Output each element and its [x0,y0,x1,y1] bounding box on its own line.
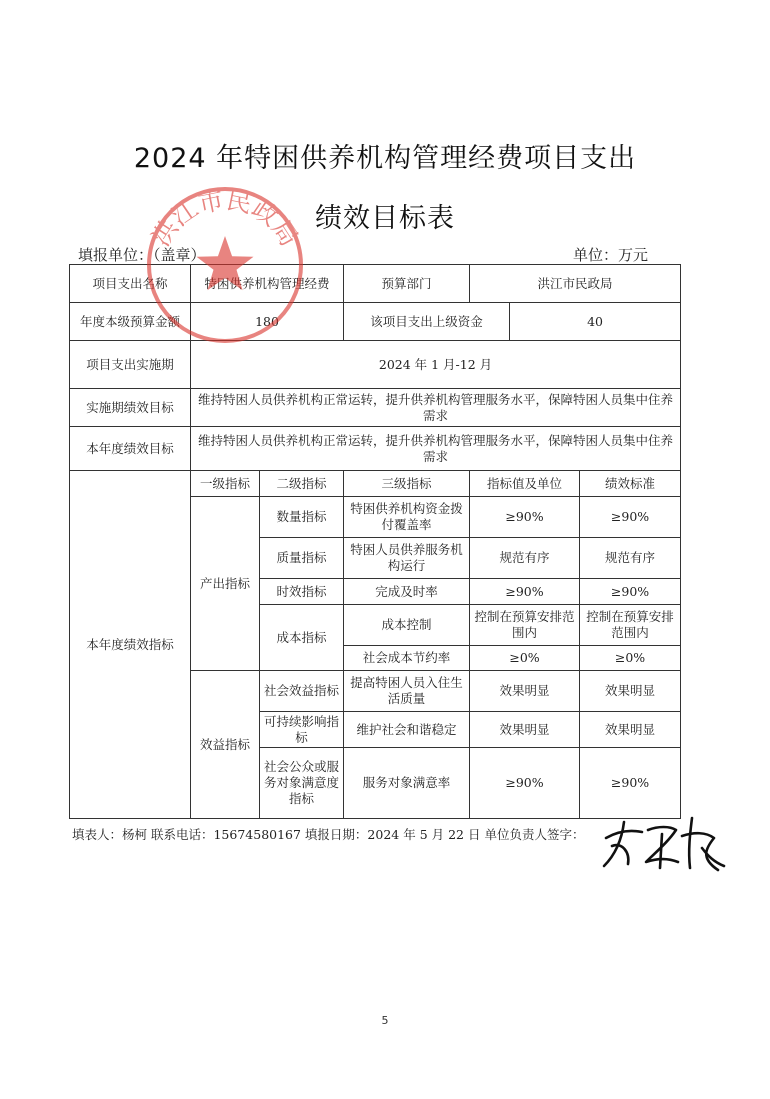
annual-goal-label: 本年度绩效目标 [70,427,191,471]
column-header: 二级指标 [260,471,344,497]
impl-goal-value: 维持特困人员供养机构正常运转，提升供养机构管理服务水平，保障特困人员集中住养需求 [191,389,681,427]
l2-indicator: 成本指标 [260,605,344,671]
project-name-value: 特困供养机构管理经费 [191,265,344,303]
currency-unit-label: 单位：万元 [573,246,649,264]
l3-indicator: 维护社会和谐稳定 [344,712,470,748]
l3-indicator: 完成及时率 [344,579,470,605]
impl-goal-label: 实施期绩效目标 [70,389,191,427]
output-indicator-label: 产出指标 [191,497,260,671]
l2-indicator: 社会公众或服务对象满意度指标 [260,748,344,819]
benefit-indicator-label: 效益指标 [191,671,260,819]
column-header: 三级指标 [344,471,470,497]
document-title-line1: 2024 年特困供养机构管理经费项目支出 [133,143,637,174]
performance-standard: ≥90% [580,579,681,605]
indicator-value: 规范有序 [470,538,580,579]
l3-indicator: 服务对象满意率 [344,748,470,819]
seal-text: 洪江市民政局 [146,185,304,252]
l3-indicator: 社会成本节约率 [344,646,470,671]
indicator-value: 效果明显 [470,671,580,712]
period-value: 2024 年 1 月-12 月 [191,341,681,389]
performance-standard: ≥0% [580,646,681,671]
column-header: 绩效标准 [580,471,681,497]
performance-standard: 控制在预算安排范围内 [580,605,681,646]
annual-goal-value: 维持特困人员供养机构正常运转，提升供养机构管理服务水平，保障特困人员集中住养需求 [191,427,681,471]
reporting-unit-label: 填报单位：（盖章） [78,246,206,264]
annual-budget-value: 180 [191,303,344,341]
performance-standard: 效果明显 [580,671,681,712]
document-title-line2: 绩效目标表 [315,203,455,234]
column-header: 指标值及单位 [470,471,580,497]
l2-indicator: 可持续影响指标 [260,712,344,748]
performance-standard: 效果明显 [580,712,681,748]
indicator-value: 效果明显 [470,712,580,748]
indicator-value: ≥90% [470,579,580,605]
budget-dept-label: 预算部门 [344,265,470,303]
indicator-value: 控制在预算安排范围内 [470,605,580,646]
indicator-value: ≥0% [470,646,580,671]
form-footer: 填表人：杨柯 联系电话：15674580167 填报日期：2024 年 5 月 22 日 单位负责人签字： [72,827,585,842]
l2-indicator: 时效指标 [260,579,344,605]
l2-indicator: 社会效益指标 [260,671,344,712]
performance-standard: ≥90% [580,497,681,538]
l3-indicator: 成本控制 [344,605,470,646]
superior-fund-value: 40 [510,303,681,341]
l3-indicator: 提高特困人员入住生活质量 [344,671,470,712]
performance-standard: 规范有序 [580,538,681,579]
official-seal [140,180,310,350]
period-label: 项目支出实施期 [70,341,191,389]
indicator-value: ≥90% [470,497,580,538]
l2-indicator: 质量指标 [260,538,344,579]
project-name-label: 项目支出名称 [70,265,191,303]
performance-standard: ≥90% [580,748,681,819]
l3-indicator: 特困供养机构资金拨付覆盖率 [344,497,470,538]
budget-dept-value: 洪江市民政局 [470,265,681,303]
handwritten-signature [598,808,728,884]
l2-indicator: 数量指标 [260,497,344,538]
indicator-section-label: 本年度绩效指标 [70,471,191,819]
annual-budget-label: 年度本级预算金额 [70,303,191,341]
l3-indicator: 特困人员供养服务机构运行 [344,538,470,579]
page-number: 5 [381,1014,389,1027]
superior-fund-label: 该项目支出上级资金 [344,303,510,341]
indicator-value: ≥90% [470,748,580,819]
column-header: 一级指标 [191,471,260,497]
